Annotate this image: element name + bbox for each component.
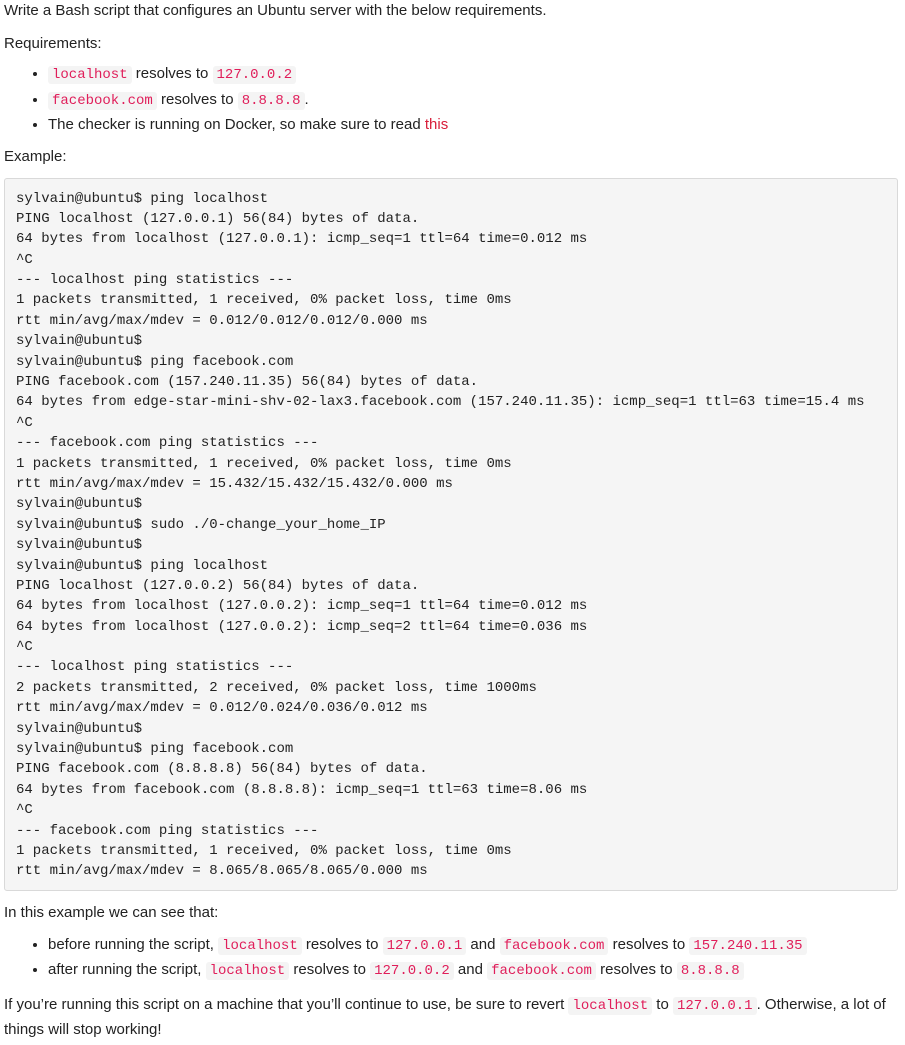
terminal-line: PING localhost (127.0.0.2) 56(84) bytes of data. — [16, 577, 420, 594]
terminal-line: --- localhost ping statistics --- — [16, 659, 294, 676]
terminal-line: 64 bytes from localhost (127.0.0.2): icmp_seq=2 ttl=64 time=0.036 ms — [16, 618, 588, 635]
terminal-line: --- facebook.com ping statistics --- — [16, 435, 319, 452]
terminal-line: rtt min/avg/max/mdev = 15.432/15.432/15.432/0.000 ms — [16, 475, 453, 492]
terminal-line: PING localhost (127.0.0.1) 56(84) bytes of data. — [16, 210, 420, 227]
inline-code: 157.240.11.35 — [689, 937, 806, 955]
terminal-line: 64 bytes from facebook.com (8.8.8.8): icmp_seq=1 ttl=63 time=8.06 ms — [16, 781, 588, 798]
inline-code: 127.0.0.2 — [370, 962, 454, 980]
terminal-line: --- localhost ping statistics --- — [16, 272, 294, 289]
inline-code: facebook.com — [500, 937, 609, 955]
terminal-line: sylvain@ubuntu$ — [16, 720, 143, 737]
requirement-item: • The checker is running on Docker, so make sure to read this — [48, 113, 901, 137]
inline-code: 127.0.0.2 — [213, 66, 297, 84]
terminal-line: sylvain@ubuntu$ ping localhost — [16, 190, 269, 207]
terminal-line: 64 bytes from localhost (127.0.0.1): icmp_seq=1 ttl=64 time=0.012 ms — [16, 231, 588, 248]
requirement-item: • localhost resolves to 127.0.0.2 — [48, 62, 901, 88]
requirement-item: • facebook.com resolves to 8.8.8.8 . — [48, 88, 901, 114]
terminal-line: sylvain@ubuntu$ ping facebook.com — [16, 741, 294, 758]
terminal-line: rtt min/avg/max/mdev = 0.012/0.024/0.036/0.012 ms — [16, 700, 428, 717]
terminal-line: ^C — [16, 639, 33, 656]
intro-text: Write a Bash script that configures an Ubuntu server with the below requirements. — [4, 2, 547, 19]
terminal-line: sylvain@ubuntu$ ping facebook.com — [16, 353, 294, 370]
terminal-line: 1 packets transmitted, 1 received, 0% packet loss, time 0ms — [16, 455, 512, 472]
inline-code: localhost — [48, 66, 132, 84]
terminal-example — [4, 178, 898, 891]
terminal-line: PING facebook.com (157.240.11.35) 56(84) bytes of data. — [16, 374, 479, 391]
terminal-line: --- facebook.com ping statistics --- — [16, 822, 319, 839]
terminal-line: sylvain@ubuntu$ — [16, 333, 143, 350]
terminal-line: sylvain@ubuntu$ ping localhost — [16, 557, 269, 574]
terminal-line: 2 packets transmitted, 2 received, 0% packet loss, time 1000ms — [16, 679, 537, 696]
terminal-line: 64 bytes from edge-star-mini-shv-02-lax3.facebook.com (157.240.11.35): icmp_seq=1 ttl=63 time=15.4 ms — [16, 394, 865, 411]
terminal-line: 1 packets transmitted, 1 received, 0% packet loss, time 0ms — [16, 292, 512, 309]
inline-code: localhost — [206, 962, 290, 980]
inline-code: 127.0.0.1 — [673, 997, 757, 1015]
inline-code: 8.8.8.8 — [677, 962, 744, 980]
inline-code: 127.0.0.1 — [383, 937, 467, 955]
terminal-line: sylvain@ubuntu$ — [16, 537, 143, 554]
terminal-line: 64 bytes from localhost (127.0.0.2): icmp_seq=1 ttl=64 time=0.012 ms — [16, 598, 588, 615]
inline-code: localhost — [218, 937, 302, 955]
observation-item: • after running the script, localhost resolves to 127.0.0.2 and facebook.com resolves to 8.8.8.8 — [48, 958, 901, 984]
inline-code: facebook.com — [48, 92, 157, 110]
terminal-line: ^C — [16, 414, 33, 431]
terminal-line: rtt min/avg/max/mdev = 8.065/8.065/8.065/0.000 ms — [16, 863, 428, 880]
observation-item: • before running the script, localhost resolves to 127.0.0.1 and facebook.com resolves to 157.240.11.35 — [48, 933, 901, 959]
requirements-label: Requirements: — [4, 35, 102, 52]
docker-info-link[interactable]: this — [424, 116, 449, 133]
terminal-line: sylvain@ubuntu$ — [16, 496, 143, 513]
requirements-list — [4, 62, 901, 137]
example-label: Example: — [4, 147, 67, 165]
terminal-line: ^C — [16, 802, 33, 819]
terminal-line: sylvain@ubuntu$ sudo ./0-change_your_home_IP — [16, 516, 386, 533]
inline-code: localhost — [568, 997, 652, 1015]
inline-code: facebook.com — [487, 962, 596, 980]
terminal-line: PING facebook.com (8.8.8.8) 56(84) bytes of data. — [16, 761, 428, 778]
inline-code: 8.8.8.8 — [238, 92, 305, 110]
observations-list — [4, 933, 901, 984]
terminal-line: ^C — [16, 251, 33, 268]
terminal-line: rtt min/avg/max/mdev = 0.012/0.012/0.012/0.000 ms — [16, 312, 428, 329]
terminal-line: 1 packets transmitted, 1 received, 0% packet loss, time 0ms — [16, 843, 512, 859]
observation-label: In this example we can see that: — [4, 903, 219, 921]
closing-note: If you’re running this script on a machine that you’ll continue to use, be sure to revert localhost to 127.0.0.1 . Otherwise, a lot of things will stop working! — [4, 995, 886, 1038]
